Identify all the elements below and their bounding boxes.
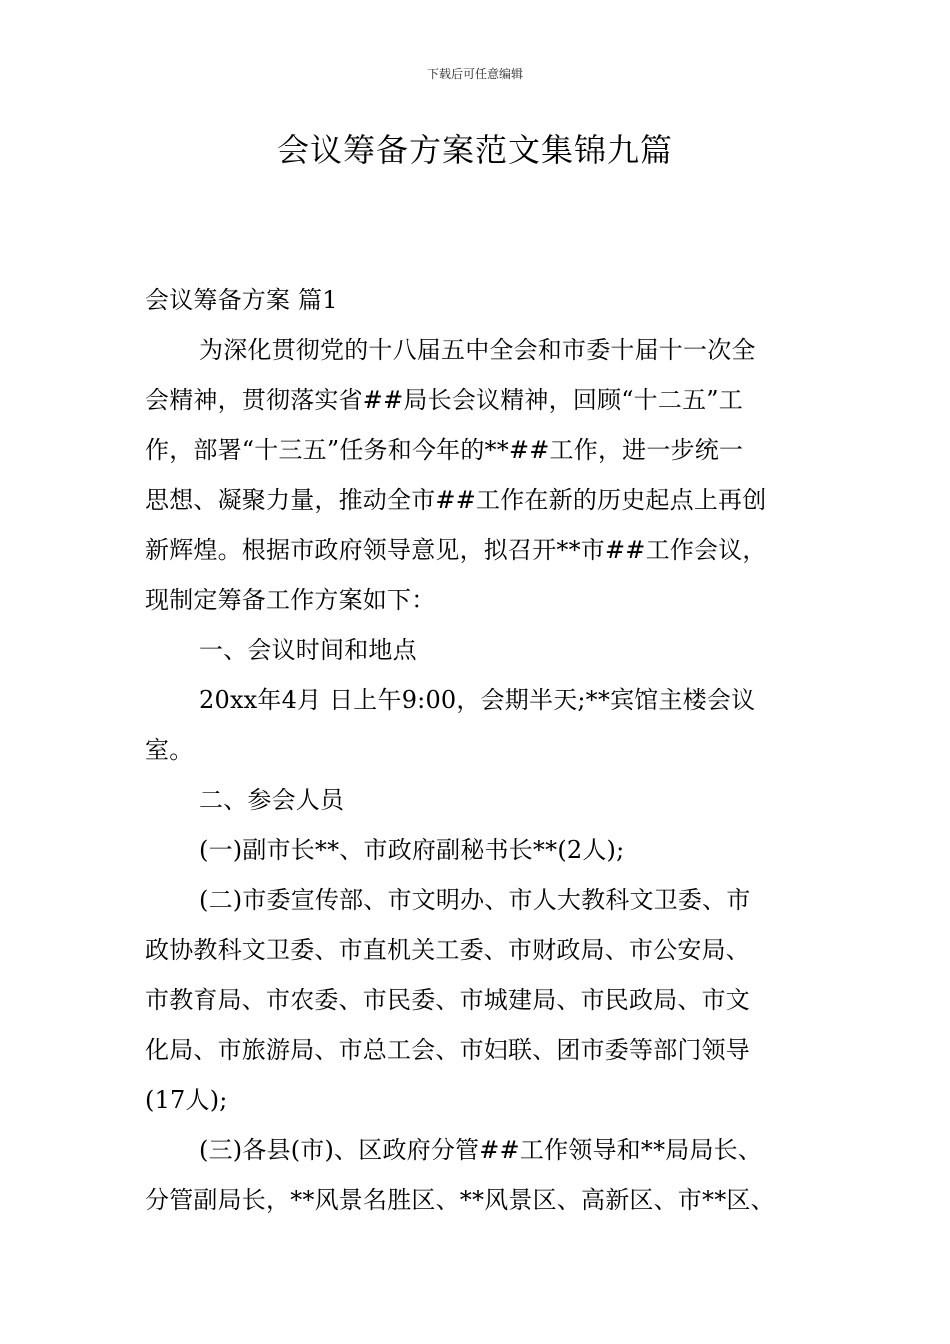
header-note: 下载后可任意编辑 bbox=[426, 67, 523, 81]
paragraph-line: 思想、凝聚力量，推动全市##工作在新的历史起点上再创 bbox=[145, 486, 767, 514]
subheading-line: 一、会议时间和地点 bbox=[199, 636, 417, 664]
paragraph-line: (17人); bbox=[145, 1086, 228, 1114]
paragraph-line: 为深化贯彻党的十八届五中全会和市委十届十一次全 bbox=[199, 336, 756, 364]
paragraph-line: 会精神，贯彻落实省##局长会议精神，回顾“十二五”工 bbox=[145, 386, 743, 414]
paragraph-line: 20xx年4月 日上午9:00，会期半天;**宾馆主楼会议 bbox=[199, 686, 756, 714]
section-heading: 会议筹备方案 篇1 bbox=[145, 286, 338, 314]
paragraph-line: 化局、市旅游局、市总工会、市妇联、团市委等部门领导 bbox=[145, 1036, 750, 1064]
paragraph-line: (二)市委宣传部、市文明办、市人大教科文卫委、市 bbox=[199, 886, 751, 914]
paragraph-line: 现制定筹备工作方案如下： bbox=[145, 586, 436, 614]
paragraph-line: 作，部署“十三五”任务和今年的**##工作，进一步统一 bbox=[145, 436, 744, 464]
document-body bbox=[145, 275, 813, 1225]
paragraph-line: 分管副局长，**风景名胜区、**风景区、高新区、市**区、 bbox=[145, 1186, 775, 1214]
document-title: 会议筹备方案范文集锦九篇 bbox=[276, 131, 673, 169]
paragraph-line: 市教育局、市农委、市民委、市城建局、市民政局、市文 bbox=[145, 986, 750, 1014]
subheading-line: 二、参会人员 bbox=[199, 786, 345, 814]
paragraph-line: (一)副市长**、市政府副秘书长**(2人); bbox=[199, 836, 625, 864]
paragraph-line: 新辉煌。根据市政府领导意见，拟召开**市##工作会议， bbox=[145, 536, 767, 564]
paragraph-line: (三)各县(市)、区政府分管##工作领导和**局局长、 bbox=[199, 1136, 763, 1164]
paragraph-line: 政协教科文卫委、市直机关工委、市财政局、市公安局、 bbox=[145, 936, 750, 964]
paragraph-line: 室。 bbox=[145, 736, 194, 764]
